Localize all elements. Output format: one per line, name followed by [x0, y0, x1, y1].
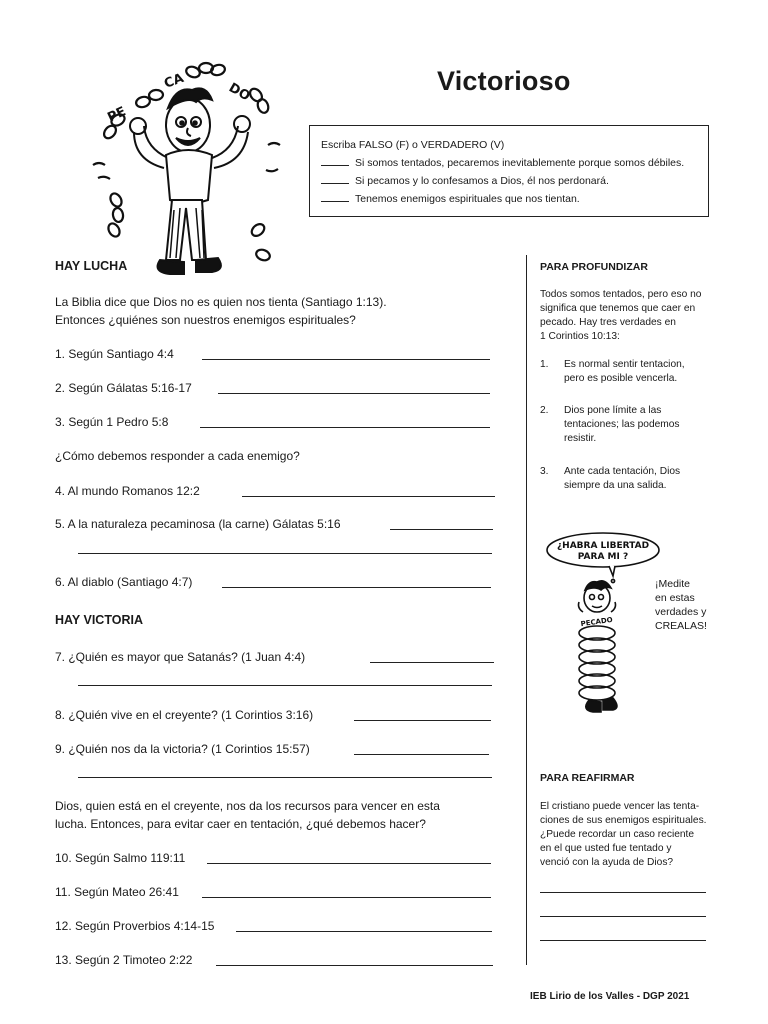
section-heading-para-profundizar: PARA PROFUNDIZAR [540, 261, 648, 273]
answer-line[interactable] [390, 529, 493, 530]
answer-line[interactable] [540, 916, 706, 917]
bubble-text-line-1: ¿HABRA LIBERTAD [556, 541, 650, 551]
paragraph-text: Dios, quien está en el creyente, nos da los recursos para vencer en esta [55, 799, 440, 813]
answer-line[interactable] [242, 496, 495, 497]
answer-line[interactable] [354, 720, 491, 721]
question-1: 1. Según Santiago 4:4 [55, 347, 174, 361]
answer-line[interactable] [202, 359, 490, 360]
answer-blank[interactable] [321, 154, 349, 166]
answer-line[interactable] [207, 863, 491, 864]
intro-text: Entonces ¿quiénes son nuestros enemigos espirituales? [55, 313, 356, 327]
respond-prompt: ¿Cómo debemos responder a cada enemigo? [55, 449, 300, 463]
question-6: 6. Al diablo (Santiago 4:7) [55, 575, 193, 589]
question-10: 10. Según Salmo 119:11 [55, 851, 186, 865]
answer-line[interactable] [540, 940, 706, 941]
page-title: Victorioso [437, 66, 571, 96]
paragraph-text: lucha. Entonces, para evitar caer en tentación, ¿qué debemos hacer? [55, 817, 426, 831]
answer-blank[interactable] [321, 172, 349, 184]
chained-person-cartoon [545, 528, 660, 728]
answer-line[interactable] [200, 427, 490, 428]
footer-credit: IEB Lirio de los Valles - DGP 2021 [530, 991, 690, 1002]
answer-line[interactable] [370, 662, 494, 663]
question-9: 9. ¿Quién nos da la victoria? (1 Corintios 15:57) [55, 742, 310, 756]
question-8: 8. ¿Quién vive en el creyente? (1 Corintios 3:16) [55, 708, 314, 722]
section-heading-hay-lucha: HAY LUCHA [55, 259, 128, 273]
truth-item: 3. Ante cada tentación, Dios siempre da una salida. [540, 466, 681, 491]
tf-item: Si pecamos y lo confesamos a Dios, él nos perdonará. [321, 172, 708, 190]
tf-item: Tenemos enemigos espirituales que nos tientan. [321, 190, 708, 208]
chain-word-pe: PE [105, 104, 129, 126]
answer-line[interactable] [354, 754, 489, 755]
man-breaking-chains-illustration [88, 50, 288, 280]
truth-item: 2. Dios pone límite a las tentaciones; las podemos resistir. [540, 405, 680, 444]
question-12: 12. Según Proverbios 4:14-15 [55, 919, 215, 933]
chain-word-do: DO [226, 80, 253, 105]
question-11: 11. Según Mateo 26:41 [55, 885, 179, 899]
question-7: 7. ¿Quién es mayor que Satanás? (1 Juan 4:4) [55, 650, 306, 664]
chain-word-ca: CA [162, 70, 186, 92]
question-13: 13. Según 2 Timoteo 2:22 [55, 953, 193, 967]
answer-line[interactable] [202, 897, 491, 898]
answer-line[interactable] [540, 892, 706, 893]
question-5: 5. A la naturaleza pecaminosa (la carne) Gálatas 5:16 [55, 517, 341, 531]
true-false-box [309, 125, 709, 217]
bubble-text-line-2: PARA MI ? [577, 552, 629, 562]
tf-instruction: Escriba FALSO (F) o VERDADERO (V) [321, 139, 505, 151]
tf-item: Si somos tentados, pecaremos inevitablemente porque somos débiles. [321, 154, 708, 172]
answer-line[interactable] [216, 965, 493, 966]
section-heading-para-reafirmar: PARA REAFIRMAR [540, 772, 635, 784]
answer-line[interactable] [236, 931, 492, 932]
answer-line[interactable] [218, 393, 490, 394]
section-heading-hay-victoria: HAY VICTORIA [55, 613, 143, 627]
intro-text: La Biblia dice que Dios no es quien nos tienta (Santiago 1:13). [55, 295, 387, 309]
profundizar-intro: Todos somos tentados, pero eso no significa que tenemos que caer en pecado. Hay tres verdades en 1 Corintios 10:13: [540, 289, 702, 342]
reafirmar-text: El cristiano puede vencer las tenta- ciones de sus enemigos espirituales. ¿Puede recordar un caso reciente en el que usted fue tentado y venció con la ayuda de Dios? [540, 801, 707, 868]
answer-line[interactable] [222, 587, 491, 588]
question-4: 4. Al mundo Romanos 12:2 [55, 484, 200, 498]
answer-blank[interactable] [321, 190, 349, 202]
answer-line[interactable] [78, 777, 492, 778]
question-3: 3. Según 1 Pedro 5:8 [55, 415, 169, 429]
answer-line[interactable] [78, 553, 492, 554]
question-2: 2. Según Gálatas 5:16-17 [55, 381, 192, 395]
column-divider [526, 255, 527, 965]
cartoon-caption: ¡Medite en estas verdades y CREALAS! [655, 578, 707, 632]
answer-line[interactable] [78, 685, 492, 686]
belt-word: PECADO [580, 615, 614, 629]
truth-item: 1. Es normal sentir tentacion, pero es posible vencerla. [540, 359, 685, 384]
